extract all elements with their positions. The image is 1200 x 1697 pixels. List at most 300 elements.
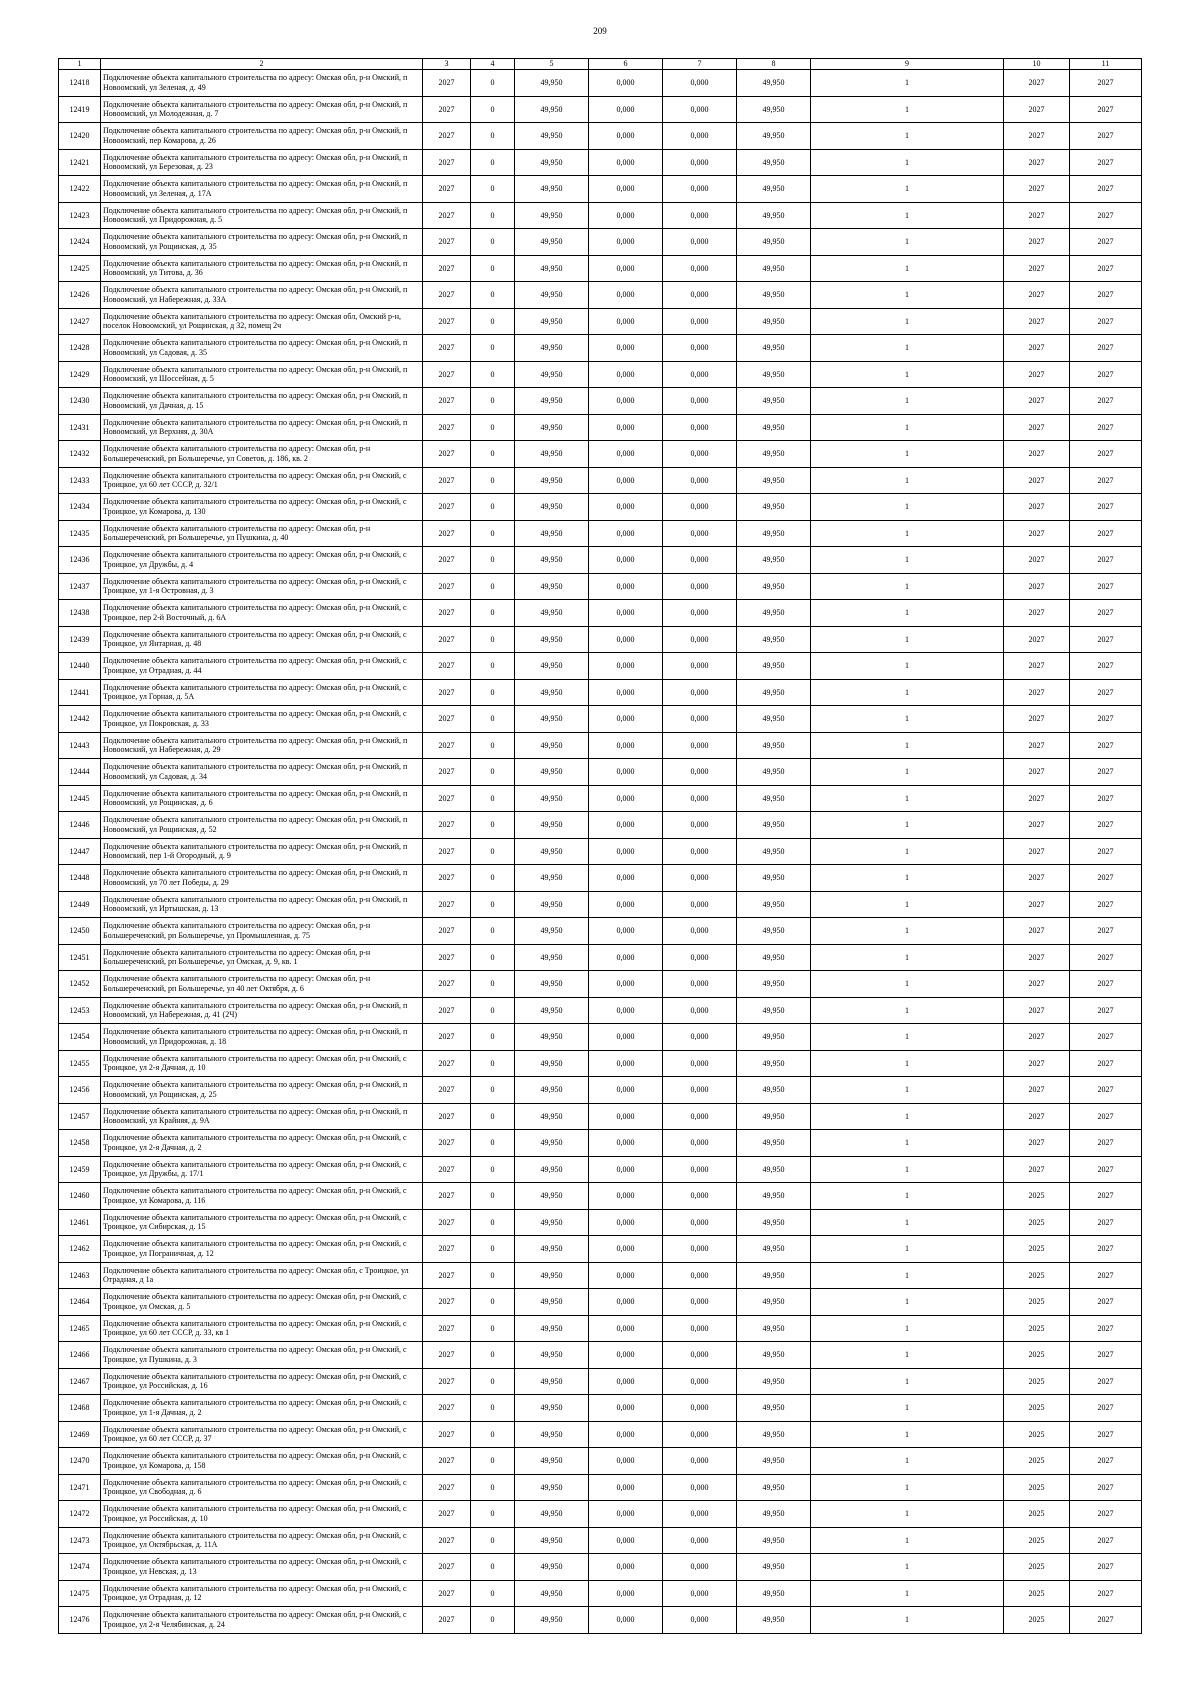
cell-c4: 0 (471, 308, 515, 335)
cell-c8: 49,950 (737, 229, 811, 256)
cell-c7: 0,000 (663, 944, 737, 971)
column-number-6: 6 (589, 59, 663, 70)
table-row (59, 96, 1142, 123)
cell-c6: 0,000 (589, 494, 663, 521)
cell-c9: 1 (811, 1209, 1004, 1236)
cell-description (101, 1077, 423, 1104)
cell-c10: 2027 (1004, 759, 1070, 786)
cell-c11: 2027 (1070, 547, 1142, 574)
cell-c3: 2027 (423, 759, 471, 786)
cell-c10: 2027 (1004, 1050, 1070, 1077)
description-prefix: Подключение объекта капитального строительства по адресу: (103, 1583, 316, 1593)
cell-c8: 49,950 (737, 573, 811, 600)
cell-description (101, 1607, 423, 1634)
cell-num: 12466 (59, 1342, 101, 1369)
cell-c4: 0 (471, 255, 515, 282)
description-prefix: Подключение объекта капитального строительства по адресу: (103, 576, 316, 586)
cell-description (101, 600, 423, 627)
cell-c11: 2027 (1070, 1077, 1142, 1104)
cell-c11: 2027 (1070, 679, 1142, 706)
cell-c5: 49,950 (515, 467, 589, 494)
description-address: Омская обл, р-н Омский, с Троицкое, ул Комарова, д. 130 (103, 497, 407, 516)
cell-c11: 2027 (1070, 573, 1142, 600)
cell-c3: 2027 (423, 1554, 471, 1581)
cell-c6: 0,000 (589, 361, 663, 388)
cell-c3: 2027 (423, 1289, 471, 1316)
cell-c3: 2027 (423, 441, 471, 468)
cell-c3: 2027 (423, 1262, 471, 1289)
cell-c9: 1 (811, 1554, 1004, 1581)
table-row (59, 997, 1142, 1024)
cell-num: 12430 (59, 388, 101, 415)
cell-c8: 49,950 (737, 812, 811, 839)
cell-c5: 49,950 (515, 202, 589, 229)
cell-description (101, 1501, 423, 1528)
cell-c10: 2027 (1004, 573, 1070, 600)
cell-c11: 2027 (1070, 759, 1142, 786)
cell-c5: 49,950 (515, 388, 589, 415)
cell-c6: 0,000 (589, 1342, 663, 1369)
table-row (59, 865, 1142, 892)
cell-c9: 1 (811, 467, 1004, 494)
cell-description (101, 255, 423, 282)
cell-description (101, 838, 423, 865)
description-address: Омская обл, р-н Большереченский, рп Большеречье, ул Промышленная, д. 75 (103, 921, 371, 940)
cell-c10: 2027 (1004, 255, 1070, 282)
cell-num: 12446 (59, 812, 101, 839)
cell-c11: 2027 (1070, 706, 1142, 733)
cell-c8: 49,950 (737, 282, 811, 309)
cell-c9: 1 (811, 1527, 1004, 1554)
cell-c6: 0,000 (589, 149, 663, 176)
cell-c8: 49,950 (737, 1209, 811, 1236)
description-prefix: Подключение объекта капитального строительства по адресу: (103, 841, 316, 851)
cell-c4: 0 (471, 361, 515, 388)
cell-c11: 2027 (1070, 1183, 1142, 1210)
cell-c4: 0 (471, 732, 515, 759)
cell-c5: 49,950 (515, 1156, 589, 1183)
cell-c9: 1 (811, 202, 1004, 229)
cell-c5: 49,950 (515, 494, 589, 521)
cell-c7: 0,000 (663, 1395, 737, 1422)
cell-c3: 2027 (423, 255, 471, 282)
description-prefix: Подключение объекта капитального строительства по адресу: (103, 1530, 316, 1540)
cell-description (101, 706, 423, 733)
cell-c10: 2025 (1004, 1580, 1070, 1607)
cell-c9: 1 (811, 1156, 1004, 1183)
cell-description (101, 653, 423, 680)
cell-c10: 2027 (1004, 1103, 1070, 1130)
cell-c6: 0,000 (589, 282, 663, 309)
description-address: Омская обл, р-н Омский, с Троицкое, ул Горная, д. 5А (103, 682, 407, 702)
cell-c5: 49,950 (515, 759, 589, 786)
cell-description (101, 732, 423, 759)
table-row (59, 944, 1142, 971)
cell-c5: 49,950 (515, 1209, 589, 1236)
column-number-2: 2 (101, 59, 423, 70)
cell-c10: 2027 (1004, 388, 1070, 415)
cell-c7: 0,000 (663, 70, 737, 97)
cell-c8: 49,950 (737, 600, 811, 627)
description-prefix: Подключение объекта капитального строительства по адресу: (103, 1398, 316, 1408)
cell-c7: 0,000 (663, 414, 737, 441)
register-body (59, 59, 1142, 1634)
cell-c5: 49,950 (515, 1448, 589, 1475)
cell-c11: 2027 (1070, 361, 1142, 388)
cell-description (101, 785, 423, 812)
description-prefix: Подключение объекта капитального строительства по адресу: (103, 232, 316, 242)
cell-c10: 2025 (1004, 1607, 1070, 1634)
cell-description (101, 229, 423, 256)
cell-c11: 2027 (1070, 626, 1142, 653)
description-address: Омская обл, р-н Большереченский, рп Большеречье, ул 40 лет Октября, д. 6 (103, 974, 371, 993)
table-row (59, 1315, 1142, 1342)
description-address: Омская обл, р-н Омский, п Новоомский, ул Шоссейная, д. 5 (103, 364, 408, 384)
cell-c10: 2025 (1004, 1554, 1070, 1581)
description-address: Омская обл, р-н Омский, п Новоомский, ул Зеленая, д. 17А (103, 179, 408, 198)
cell-c8: 49,950 (737, 1342, 811, 1369)
cell-c5: 49,950 (515, 70, 589, 97)
table-row (59, 1289, 1142, 1316)
cell-c4: 0 (471, 176, 515, 203)
cell-num: 12462 (59, 1236, 101, 1263)
description-prefix: Подключение объекта капитального строительства по адресу: (103, 152, 316, 162)
cell-c9: 1 (811, 176, 1004, 203)
cell-c9: 1 (811, 414, 1004, 441)
table-row (59, 1395, 1142, 1422)
description-address: Омская обл, р-н Омский, п Новоомский, ул Березовая, д. 23 (103, 152, 408, 172)
cell-c8: 49,950 (737, 388, 811, 415)
description-address: Омская обл, р-н Большереченский, рп Большеречье, ул Советов, д. 186, кв. 2 (103, 444, 371, 463)
cell-c11: 2027 (1070, 70, 1142, 97)
cell-c5: 49,950 (515, 653, 589, 680)
cell-c11: 2027 (1070, 865, 1142, 892)
cell-num: 12433 (59, 467, 101, 494)
cell-num: 12464 (59, 1289, 101, 1316)
description-prefix: Подключение объекта капитального строительства по адресу: (103, 1239, 316, 1249)
description-address: Омская обл, р-н Большереченский, рп Большеречье, ул Пушкина, д. 40 (103, 523, 371, 543)
cell-c8: 49,950 (737, 1236, 811, 1263)
cell-c7: 0,000 (663, 202, 737, 229)
description-prefix: Подключение объекта капитального строительства по адресу: (103, 1451, 316, 1461)
table-row (59, 1527, 1142, 1554)
cell-c9: 1 (811, 1448, 1004, 1475)
cell-c4: 0 (471, 918, 515, 945)
cell-c4: 0 (471, 626, 515, 653)
cell-num: 12476 (59, 1607, 101, 1634)
cell-description (101, 944, 423, 971)
cell-num: 12432 (59, 441, 101, 468)
cell-num: 12455 (59, 1050, 101, 1077)
cell-c8: 49,950 (737, 944, 811, 971)
cell-c4: 0 (471, 1130, 515, 1157)
cell-c3: 2027 (423, 1368, 471, 1395)
cell-c6: 0,000 (589, 1103, 663, 1130)
cell-c7: 0,000 (663, 732, 737, 759)
cell-c3: 2027 (423, 1103, 471, 1130)
cell-c9: 1 (811, 1607, 1004, 1634)
cell-c5: 49,950 (515, 255, 589, 282)
cell-c4: 0 (471, 123, 515, 150)
cell-c6: 0,000 (589, 308, 663, 335)
cell-c6: 0,000 (589, 441, 663, 468)
cell-c10: 2025 (1004, 1209, 1070, 1236)
cell-c10: 2027 (1004, 865, 1070, 892)
cell-c10: 2027 (1004, 891, 1070, 918)
table-row (59, 282, 1142, 309)
cell-c4: 0 (471, 679, 515, 706)
cell-c8: 49,950 (737, 997, 811, 1024)
cell-c4: 0 (471, 1050, 515, 1077)
cell-c4: 0 (471, 335, 515, 362)
cell-c3: 2027 (423, 1448, 471, 1475)
cell-c8: 49,950 (737, 335, 811, 362)
cell-c5: 49,950 (515, 520, 589, 547)
cell-c10: 2025 (1004, 1448, 1070, 1475)
cell-c7: 0,000 (663, 149, 737, 176)
description-prefix: Подключение объекта капитального строительства по адресу: (103, 656, 316, 666)
table-row (59, 1130, 1142, 1157)
cell-c3: 2027 (423, 96, 471, 123)
cell-c11: 2027 (1070, 96, 1142, 123)
cell-c5: 49,950 (515, 971, 589, 998)
cell-c6: 0,000 (589, 732, 663, 759)
cell-c9: 1 (811, 1130, 1004, 1157)
cell-c3: 2027 (423, 997, 471, 1024)
table-row (59, 70, 1142, 97)
cell-num: 12438 (59, 600, 101, 627)
cell-c9: 1 (811, 149, 1004, 176)
cell-c4: 0 (471, 70, 515, 97)
cell-c5: 49,950 (515, 600, 589, 627)
cell-c11: 2027 (1070, 785, 1142, 812)
cell-c11: 2027 (1070, 1448, 1142, 1475)
cell-c9: 1 (811, 732, 1004, 759)
cell-c10: 2027 (1004, 467, 1070, 494)
cell-c5: 49,950 (515, 1315, 589, 1342)
table-row (59, 547, 1142, 574)
cell-c8: 49,950 (737, 308, 811, 335)
cell-c5: 49,950 (515, 1050, 589, 1077)
cell-c9: 1 (811, 785, 1004, 812)
column-number-10: 10 (1004, 59, 1070, 70)
cell-c8: 49,950 (737, 759, 811, 786)
description-prefix: Подключение объекта капитального строительства по адресу: (103, 762, 316, 772)
cell-c9: 1 (811, 679, 1004, 706)
cell-c7: 0,000 (663, 1580, 737, 1607)
description-address: Омская обл, р-н Омский, п Новоомский, ул Набережная, д. 33А (103, 285, 408, 304)
cell-description (101, 997, 423, 1024)
cell-num: 12461 (59, 1209, 101, 1236)
cell-c8: 49,950 (737, 1474, 811, 1501)
cell-c9: 1 (811, 891, 1004, 918)
cell-c3: 2027 (423, 282, 471, 309)
cell-c4: 0 (471, 1501, 515, 1528)
cell-c8: 49,950 (737, 785, 811, 812)
cell-description (101, 1580, 423, 1607)
cell-c5: 49,950 (515, 335, 589, 362)
cell-c8: 49,950 (737, 1130, 811, 1157)
cell-c7: 0,000 (663, 1130, 737, 1157)
table-row (59, 1024, 1142, 1051)
table-row (59, 1236, 1142, 1263)
description-prefix: Подключение объекта капитального строительства по адресу: (103, 338, 316, 348)
cell-c7: 0,000 (663, 96, 737, 123)
cell-c10: 2027 (1004, 1024, 1070, 1051)
cell-num: 12436 (59, 547, 101, 574)
table-row (59, 732, 1142, 759)
description-address: Омская обл, р-н Омский, с Троицкое, ул Российская, д. 16 (103, 1371, 407, 1391)
table-row (59, 1501, 1142, 1528)
cell-c7: 0,000 (663, 229, 737, 256)
table-row (59, 759, 1142, 786)
cell-c8: 49,950 (737, 1183, 811, 1210)
cell-c3: 2027 (423, 1024, 471, 1051)
cell-c5: 49,950 (515, 865, 589, 892)
cell-c6: 0,000 (589, 1050, 663, 1077)
cell-c4: 0 (471, 1554, 515, 1581)
cell-c8: 49,950 (737, 891, 811, 918)
cell-c5: 49,950 (515, 1130, 589, 1157)
description-address: Омская обл, р-н Омский, п Новоомский, ул Верхняя, д. 30А (103, 417, 408, 437)
cell-c3: 2027 (423, 1342, 471, 1369)
cell-description (101, 1130, 423, 1157)
description-address: Омская обл, р-н Омский, с Троицкое, ул 60 лет СССР, д. 32/1 (103, 470, 407, 490)
cell-c3: 2027 (423, 944, 471, 971)
cell-description (101, 308, 423, 335)
cell-c8: 49,950 (737, 255, 811, 282)
cell-c7: 0,000 (663, 520, 737, 547)
cell-c3: 2027 (423, 361, 471, 388)
cell-c5: 49,950 (515, 1607, 589, 1634)
cell-c3: 2027 (423, 1527, 471, 1554)
cell-c4: 0 (471, 1580, 515, 1607)
cell-c8: 49,950 (737, 865, 811, 892)
cell-c10: 2027 (1004, 361, 1070, 388)
cell-c3: 2027 (423, 679, 471, 706)
cell-c9: 1 (811, 971, 1004, 998)
cell-c3: 2027 (423, 1183, 471, 1210)
description-prefix: Подключение объекта капитального строительства по адресу: (103, 364, 316, 374)
cell-c8: 49,950 (737, 1156, 811, 1183)
cell-c3: 2027 (423, 865, 471, 892)
cell-c10: 2027 (1004, 414, 1070, 441)
cell-c5: 49,950 (515, 679, 589, 706)
cell-c3: 2027 (423, 70, 471, 97)
cell-c8: 49,950 (737, 467, 811, 494)
cell-c9: 1 (811, 1236, 1004, 1263)
cell-c9: 1 (811, 282, 1004, 309)
cell-num: 12428 (59, 335, 101, 362)
cell-c10: 2025 (1004, 1236, 1070, 1263)
cell-c4: 0 (471, 944, 515, 971)
cell-c10: 2027 (1004, 308, 1070, 335)
cell-c11: 2027 (1070, 520, 1142, 547)
cell-c8: 49,950 (737, 96, 811, 123)
cell-c5: 49,950 (515, 1289, 589, 1316)
description-prefix: Подключение объекта капитального строительства по адресу: (103, 1371, 316, 1381)
cell-c3: 2027 (423, 123, 471, 150)
cell-c3: 2027 (423, 573, 471, 600)
description-address: Омская обл, р-н Омский, с Троицкое, ул 2-я Дачная, д. 10 (103, 1053, 407, 1073)
cell-c9: 1 (811, 1368, 1004, 1395)
cell-c5: 49,950 (515, 1103, 589, 1130)
cell-c4: 0 (471, 1209, 515, 1236)
table-row (59, 1368, 1142, 1395)
cell-c7: 0,000 (663, 1050, 737, 1077)
cell-c10: 2027 (1004, 918, 1070, 945)
description-prefix: Подключение объекта капитального строительства по адресу: (103, 1424, 316, 1434)
column-number-8: 8 (737, 59, 811, 70)
cell-c7: 0,000 (663, 865, 737, 892)
cell-c5: 49,950 (515, 812, 589, 839)
cell-num: 12453 (59, 997, 101, 1024)
cell-description (101, 1024, 423, 1051)
register-table (58, 58, 1142, 1634)
cell-c7: 0,000 (663, 1077, 737, 1104)
cell-c4: 0 (471, 1236, 515, 1263)
cell-c7: 0,000 (663, 1342, 737, 1369)
cell-c8: 49,950 (737, 626, 811, 653)
cell-c6: 0,000 (589, 838, 663, 865)
cell-description (101, 1395, 423, 1422)
table-row (59, 653, 1142, 680)
cell-c6: 0,000 (589, 96, 663, 123)
cell-c8: 49,950 (737, 70, 811, 97)
cell-c6: 0,000 (589, 971, 663, 998)
cell-c4: 0 (471, 706, 515, 733)
description-prefix: Подключение объекта капитального строительства по адресу: (103, 497, 316, 507)
cell-c10: 2027 (1004, 971, 1070, 998)
cell-c9: 1 (811, 944, 1004, 971)
cell-c6: 0,000 (589, 388, 663, 415)
cell-c10: 2025 (1004, 1368, 1070, 1395)
table-row (59, 1262, 1142, 1289)
cell-c9: 1 (811, 361, 1004, 388)
description-prefix: Подключение объекта капитального строительства по адресу: (103, 1345, 316, 1355)
table-row (59, 1209, 1142, 1236)
cell-c3: 2027 (423, 706, 471, 733)
table-row (59, 202, 1142, 229)
cell-c5: 49,950 (515, 732, 589, 759)
table-row (59, 1342, 1142, 1369)
description-prefix: Подключение объекта капитального строительства по адресу: (103, 629, 316, 639)
cell-num: 12457 (59, 1103, 101, 1130)
cell-c8: 49,950 (737, 1421, 811, 1448)
cell-c5: 49,950 (515, 1368, 589, 1395)
cell-description (101, 971, 423, 998)
cell-c4: 0 (471, 1289, 515, 1316)
description-address: Омская обл, р-н Омский, с Троицкое, ул Омская, д. 5 (103, 1292, 407, 1311)
cell-c10: 2027 (1004, 335, 1070, 362)
cell-c11: 2027 (1070, 1580, 1142, 1607)
cell-c6: 0,000 (589, 255, 663, 282)
cell-description (101, 282, 423, 309)
description-address: Омская обл, р-н Омский, с Троицкое, ул 60 лет СССР, д. 33, кв 1 (103, 1318, 407, 1338)
cell-c10: 2025 (1004, 1395, 1070, 1422)
cell-c4: 0 (471, 1077, 515, 1104)
cell-c11: 2027 (1070, 997, 1142, 1024)
cell-c6: 0,000 (589, 573, 663, 600)
cell-description (101, 123, 423, 150)
cell-c5: 49,950 (515, 1077, 589, 1104)
cell-c6: 0,000 (589, 812, 663, 839)
cell-c7: 0,000 (663, 997, 737, 1024)
cell-c6: 0,000 (589, 1130, 663, 1157)
description-address: Омская обл, р-н Омский, п Новоомский, ул Рощинская, д. 6 (103, 788, 408, 808)
cell-description (101, 1342, 423, 1369)
cell-c11: 2027 (1070, 441, 1142, 468)
